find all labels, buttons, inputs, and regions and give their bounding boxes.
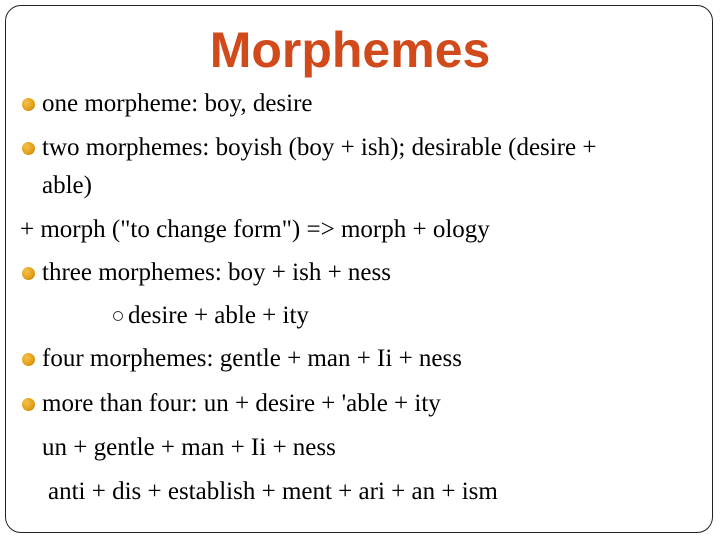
example-text-antidisestablishmentarianism: anti + dis + establish + ment + ari + an + ism xyxy=(48,478,498,505)
bullet-icon xyxy=(22,353,35,366)
bullet-text-four-morphemes: four morphemes: gentle + man + Ii + ness xyxy=(42,345,462,372)
sub-bullet-icon xyxy=(113,311,123,321)
bullet-text-three-morphemes: three morphemes: boy + ish + ness xyxy=(42,259,391,286)
plain-text-morph: + morph ("to change form") => morph + ology xyxy=(20,216,490,243)
bullet-icon xyxy=(22,267,35,280)
slide-title: Morphemes xyxy=(209,22,491,78)
bullet-icon xyxy=(22,142,35,155)
example-text-gentleman: un + gentle + man + Ii + ness xyxy=(42,434,336,461)
sub-bullet-text: desire + able + ity xyxy=(128,302,309,329)
bullet-text-continuation: able) xyxy=(42,172,92,199)
bullet-text-two-morphemes: two morphemes: boyish (boy + ish); desirable (desire + xyxy=(42,134,597,161)
bullet-icon xyxy=(22,98,35,111)
bullet-text-more-than-four: more than four: un + desire + 'able + ity xyxy=(42,390,441,417)
bullet-text-one-morpheme: one morpheme: boy, desire xyxy=(42,90,313,117)
bullet-icon xyxy=(22,398,35,411)
